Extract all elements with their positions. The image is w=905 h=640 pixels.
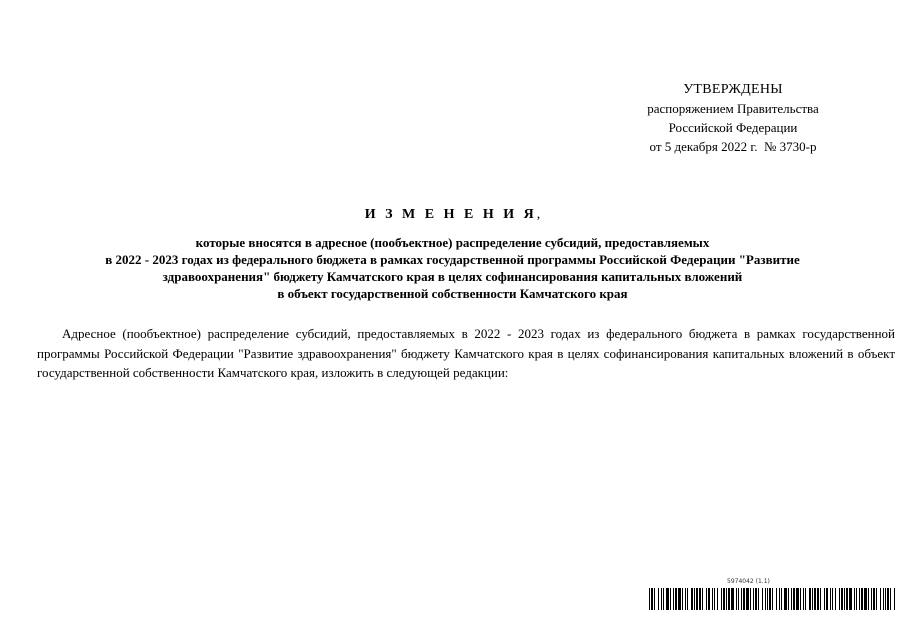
barcode-bar [864,588,867,610]
barcode-bar [779,588,780,610]
barcode-bar [817,588,819,610]
barcode-bar [826,588,828,610]
barcode-bar [772,588,773,610]
barcode-bar [873,588,875,610]
approval-title: УТВЕРЖДЕНЫ [683,82,783,97]
barcode-bar [871,588,872,610]
barcode-bar [769,588,771,610]
barcode-bar [844,588,845,610]
barcode-bar [699,588,701,610]
barcode-bar [841,588,843,610]
barcode-bar [721,588,722,610]
barcode-bar [675,588,677,610]
barcode-bar [746,588,749,610]
barcode-bar [654,588,655,610]
barcode-bar [765,588,766,610]
barcode-bar [788,588,789,610]
barcode-bar [793,588,795,610]
barcode-bar [809,588,811,610]
barcode-bar [856,588,857,610]
approval-line-3: от 5 декабря 2022 г. № 3730-р [649,139,817,154]
barcode-bar [820,588,821,610]
barcode-bar [861,588,863,610]
barcode-bar [726,588,727,610]
barcode-bar [830,588,831,610]
barcode-bar [854,588,855,610]
barcode-bar [728,588,730,610]
barcode-bar [876,588,877,610]
barcode-bar [712,588,713,610]
barcode-bar [835,588,836,610]
approval-line-1: распоряжением Правительства [647,101,819,116]
barcode-bar [717,588,718,610]
barcode-bar [805,588,806,610]
barcode-bar [839,588,840,610]
barcode-bar [890,588,891,610]
barcode-bar [696,588,698,610]
barcode-bar [736,588,737,610]
barcode-block [649,578,895,612]
barcode-bar [846,588,848,610]
document-title [0,207,905,223]
barcode-bar [887,588,889,610]
barcode-bar [812,588,813,610]
barcode-bar [832,588,833,610]
barcode-bar [658,588,659,610]
barcode-bar [894,588,895,610]
barcode-bar [859,588,860,610]
barcode-bar [885,588,886,610]
barcode-bar [868,588,869,610]
barcode-bar [723,588,725,610]
barcode-bar [753,588,754,610]
approval-block [600,80,866,156]
barcode-bar [880,588,881,610]
barcode-bar [755,588,757,610]
document-title-word: И З М Е Н Е Н И Я [364,207,537,222]
barcode-bar [731,588,734,610]
barcode-bar [714,588,715,610]
barcode-bar [758,588,759,610]
barcode-bar [706,588,707,610]
barcode-bar [738,588,739,610]
barcode-bar [670,588,671,610]
barcode-bar [666,588,669,610]
subtitle-line-1: которые вносятся в адресное (пообъектное) распределение субсидий, предоставляемых [195,235,710,250]
subtitle-line-3: здравоохранения" бюджету Камчатского края в целях софинансирования капитальных вложений [162,269,743,284]
barcode-bar [803,588,804,610]
barcode-bar [762,588,763,610]
barcode-bar [776,588,777,610]
barcode-bar [708,588,710,610]
barcode-bar [883,588,884,610]
barcode-bar [743,588,745,610]
barcode-bar [685,588,686,610]
barcode-bar [796,588,799,610]
body-paragraph: Адресное (пообъектное) распределение субсидий, предоставляемых в 2022 - 2023 годах из федерального бюджета в рамках государственной программы Российской Федерации "Развитие здравоохранения" бюджету Камчатского края в целях софинансирования капитальных вложений в объект государственной собственности Камчатского края, изложить в следующей редакции: [37,326,895,380]
document-title-comma: , [536,207,541,222]
barcode-bar [694,588,695,610]
barcode-bar [687,588,688,610]
barcode-bar [702,588,703,610]
barcode-bar [784,588,787,610]
barcode-bar [663,588,664,610]
barcode-bar [781,588,782,610]
barcode-bar [849,588,852,610]
barcode-bar [682,588,683,610]
barcode-bar [791,588,792,610]
barcode-bar [673,588,674,610]
barcode-bar [691,588,693,610]
subtitle-line-2: в 2022 - 2023 годах из федерального бюджета в рамках государственной программы Российской Федерации "Развитие [105,252,800,267]
subtitle-line-4: в объект государственной собственности Камчатского края [277,286,628,301]
barcode-bar [767,588,768,610]
barcode-icon [649,588,895,610]
barcode-bar [661,588,662,610]
barcode-caption: 5974042 (1.1) [727,578,770,585]
document-subtitle [40,234,865,302]
barcode-bar [750,588,751,610]
barcode-bar [824,588,825,610]
barcode-bar [814,588,816,610]
barcode-bar [800,588,801,610]
barcode-bar [649,588,650,610]
barcode-bar [678,588,681,610]
barcode-bar [741,588,742,610]
barcode-bar [651,588,653,610]
approval-line-2: Российской Федерации [668,120,798,135]
